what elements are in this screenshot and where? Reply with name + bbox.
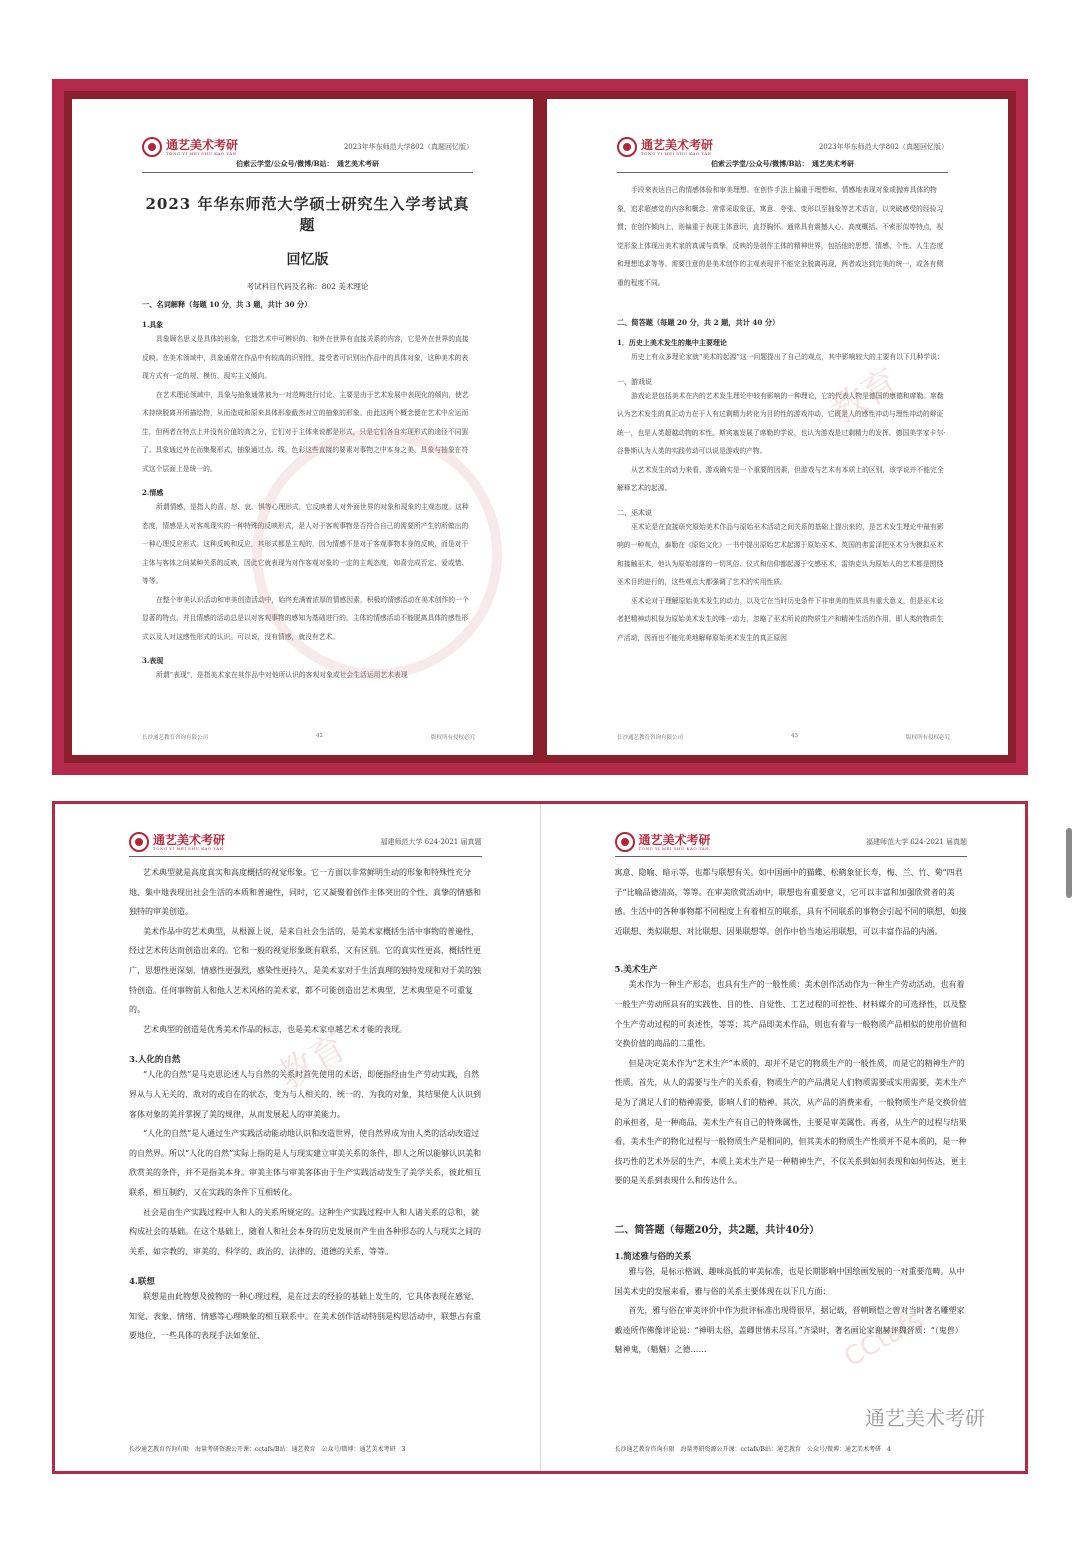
brand-name: 通艺美术考研 bbox=[166, 137, 239, 152]
brand-logo-icon bbox=[615, 832, 635, 852]
top-spread-inner bbox=[64, 91, 1016, 763]
paragraph: 在艺术理论领域中，具象与抽象通常被为一对范畴进行讨论，主要是由于艺术发展中表现化的倾向，使艺术持续脱离开所描绘物，从而造成和原来具体形象截然对立的抽象的形象。由此这两个概念便在艺术中应运而生，但两者在特点上并没有价值的高之分，它们对于主体来说都是形式，只是它们各自实现形式的途径不同罢了。具象通过外在而集聚形式，抽象通过点、线、色彩这些直接的要素对事物之中本身之美，具象与抽象在符式这个层面上是统一的。 bbox=[142, 390, 469, 473]
paragraph: 巫术论对于理解原始美术发生的动力，以及它在当时历史条件下非审美的性质具有重大意义，但是巫术论者把精神动机视为原始美术发生的唯一动力，忽略了巫术所说的物质生产和精神生活的作用，即人类的物质生产活动，因而也不能完美地解释原始美术发生的真正原因 bbox=[617, 596, 944, 642]
header-rule bbox=[615, 856, 968, 857]
footer-page-number: 43 bbox=[791, 733, 798, 739]
sub-heading: 一、游戏说 bbox=[617, 377, 652, 386]
brand-name: 通艺美术考研 bbox=[153, 832, 226, 847]
paragraph: 首先，雅与俗在审美评价中作为批评标准出现得很早，据记载，晋朝顾恺之曾对当时著名雕塑家戴逵所作佛像评论说：“神明太俗，盖卿世情未尽耳。”齐梁时，著名画论家谢赫评魏晋质：“（鬼兽）魅神鬼，（魁魅）之德…… bbox=[614, 1306, 965, 1355]
paragraph: 艺术典型的创造是优秀美术作品的标志，也是美术家卓越艺术才能的表现。 bbox=[143, 1024, 407, 1034]
paragraph: 在整个审美认识活动和审美创造活动中，始终充满着浓厚的情感因素，积极的情感活动在美术创作的一个显著的特点，并且情感的活动总是以对客观事物的感知为基础进行的，主体的情感活动不能脱离具体的感性形式以及人对这感性形式的认识。可以说，没有情感，就没有艺术。 bbox=[142, 595, 469, 641]
paragraph: 历史上有众多理论家就“美术的起源”这一问题提出了自己的观点，其中影响较大的主要有以下几种学说： bbox=[631, 353, 944, 361]
exam-subject: 考试科目代码及名称：802 美术理论 bbox=[246, 282, 369, 291]
term-heading: 5.美术生产 bbox=[614, 965, 658, 976]
paragraph: 艺术典型就是高度真实和高度概括的视觉形象。它一方面以非常鲜明生动的形象和特殊性充分地、集中地表现出社会生活的本质和普遍性，同时，它又凝聚着创作主体突出的个性、真挚的情感和独特的审美创造。 bbox=[129, 868, 481, 917]
footer-company: 长沙通艺教育咨询有限公司 bbox=[142, 735, 209, 741]
brand-sub: TONG YI MEI SHU KAO YAN bbox=[641, 150, 712, 156]
paragraph: 所谓情感，是指人的喜、怒、哀、惧等心理形式，它反映着人对外面世界的对象和现象的主观态度。这种态度，情感是人对客观现实的一种特殊的反映形式，是人对于客观事物是否符合自己的需要所产生的所做出的一种心理反应形式。这种反映和反应，其形式都是主观的，因为情感不是对于客观事物本身的反映，而是对于主体与客体之间某种关系的反映，因此它就表现为对作客观对象的一定的主观态度，如喜完成否定、爱或惜、等等。 bbox=[142, 503, 469, 585]
header-exam-label: 2023年华东师范大学802（真题回忆版） bbox=[818, 143, 948, 151]
footer-company: 长沙通艺教育咨询有限公司 bbox=[617, 735, 684, 741]
header-rule bbox=[129, 856, 482, 857]
term-heading: 1.具象 bbox=[142, 320, 164, 329]
section-heading: 二、简答题（每题20分，共2题，共计40分） bbox=[614, 1224, 820, 1236]
paragraph: 寓意、隐喻、暗示等，也都与联想有关。如中国画中的猫蝶、松鹤象征长寿，梅、兰、竹、菊“四君子”比喻品德清高，等等。在审美欣赏活动中，联想也有重要意义，它可以丰富和加强欣赏者的美感。生活中的各种事物都不同程度上有着相互的联系，具有不同联系的事物会引起不同的联想，如接近联想、类似联想、对比联想、因果联想等。创作中恰当地运用联想，可以丰富作品的内涵。 bbox=[614, 868, 967, 936]
page-4 bbox=[541, 804, 1026, 1471]
paragraph: 具象顾名思义是具体的形象，它指艺术中可辨识的、和外在世界有直接关系的内容，它是外在世界的直接反映。在美术领域中，具象通常在作品中有较高的识别性，接受者可识别出作品中的具体对象，这种美术的表现方式有一定的规、模仿、现实主义倾向。 bbox=[142, 335, 469, 380]
section-heading: 一、名词解释（每题 10 分，共 3 题，共计 30 分） bbox=[142, 300, 312, 309]
brand-logo-icon bbox=[617, 137, 637, 157]
page-footer bbox=[617, 733, 950, 741]
brand-sub: TONG YI MEI SHU KAO YAN bbox=[153, 845, 224, 851]
page-footer bbox=[615, 1444, 968, 1453]
brand-logo-icon bbox=[142, 137, 162, 157]
paragraph: 社会是由生产实践过程中人和人的关系所规定的。这种生产实践过程中人和人诸关系的总和，就构成社会的基础。在这个基础上，随着人和社会本身的历史发展而产生由各种形态的人与现实之间的关系，如宗教的、审美的、科学的、政治的、法律的、道德的关系，等等。 bbox=[129, 1207, 481, 1256]
header-exam-label: 2023年华东师范大学802（真题回忆版） bbox=[343, 143, 473, 151]
page-header bbox=[129, 832, 482, 852]
exam-subtitle: 回忆版 bbox=[286, 252, 329, 268]
term-heading: 3.表现 bbox=[142, 656, 164, 665]
paragraph: 巫术论是在直接研究原始美术作品与原始巫术活动之间关系的基础上提出来的，是艺术发生理论中最有影响的一种观点，泰勒在《原始文化》一书中提出原始艺术起源于原始巫术。英国的弗雷泽把巫术分为模拟巫术和接触巫术，他认为原始部落的一切风俗、仪式和信仰都起源于交感巫术，雷纳克认为原始人的艺术都是围绕巫术目的进行的，这些观点大都强调了艺术的实用性质。 bbox=[617, 522, 944, 586]
paragraph: 美术作品中的艺术典型，从根源上说，是来自社会生活的，是美术家概括生活中事物的普遍性，经过艺术传达而创造出来的。它和一般的视觉形象既有联系，又有区别。它的真实性更高，概括性更广，思想性更深刻，情感性更强烈，感染性更持久，是美术家对于生活真理的独特发现和对于美的独特创造。任何事物前人和他人艺术风格的美术家，都不可能创造出艺术典型，艺术典型是不可重复的。 bbox=[129, 926, 481, 1015]
footer-page-number: 42 bbox=[316, 733, 323, 739]
paragraph: 从艺术发生的动力来看，游戏确实是一个重要的因素，但游戏与艺术有本质上的区别，该学说并不能完全解释艺术的起源。 bbox=[617, 465, 944, 492]
section-heading: 二、简答题（每题 20 分，共 2 题，共计 40 分） bbox=[617, 318, 780, 327]
term-heading: 3.人化的自然 bbox=[129, 1055, 181, 1066]
page-42 bbox=[72, 99, 533, 755]
text-watermark: 教育 bbox=[823, 361, 906, 433]
brand-logo bbox=[142, 137, 238, 157]
term-heading: 2.情感 bbox=[142, 488, 164, 497]
paragraph: 但是决定美术作为“艺术生产”本质的，却并不是它的物质生产的一般性质，而是它的精神生产的性质。首先，从人的需要与生产的关系看，物质生产的产品满足人们物质需要或实用需要，美术生产是为了满足人们的精神需要，影响人们的精神。其次，从产品的消费来看，一般物质生产是交换价值的承担者，是一种商品，美术生产有自己的特殊属性，主要是审美属性。再者，从生产的过程与结果看，美术生产的物化过程与一般物质生产是相同的，但其美术的物质生产性质并不是本质的，是一种技巧性的艺术外层的生产，本质上美术生产是一种精神生产，不仅关系到如何表现和如何传达，更主要的是关系到表现什么和传达什么。 bbox=[614, 1058, 967, 1186]
page-header bbox=[617, 137, 948, 157]
corner-watermark: 通艺美术考研 bbox=[865, 1406, 985, 1430]
brand-name: 通艺美术考研 bbox=[641, 137, 714, 152]
footer-copyright: 版权所有侵权必究 bbox=[430, 735, 475, 741]
page-header bbox=[142, 137, 473, 157]
page-footer bbox=[142, 733, 475, 741]
footer-text: 长沙通艺教育咨询有限 海量考研资源公开课：cctafs/B站：通艺教育 公众号/微博：通艺美术考研 4 bbox=[614, 1446, 891, 1453]
footer-text: 长沙通艺教育咨询有限 海量考研资源公开课：cctafs/B站：通艺教育 公众号/微博：通艺美术考研 3 bbox=[129, 1446, 406, 1453]
page-3 bbox=[55, 804, 540, 1471]
footer-copyright: 版权所有侵权必究 bbox=[905, 735, 950, 741]
paragraph: 所谓“表现”，是指美术家在其作品中对他所认识的客观对象或社会生活运用艺术表现 bbox=[156, 671, 408, 679]
sub-heading: 二、巫术说 bbox=[617, 508, 652, 517]
brand-sub: TONG YI MEI SHU KAO YAN bbox=[638, 845, 710, 851]
bottom-spread-frame bbox=[52, 801, 1028, 1474]
term-heading: 1.简述雅与俗的关系 bbox=[614, 1251, 692, 1262]
text-watermark: 教育 bbox=[271, 1026, 354, 1098]
paragraph: “人化的自然”是马克思论述人与自然的关系时首先使用的术语，即便指经由生产劳动实践，自然界从与人无关的、敌对的或自在的状态，变为与人相关的、统一的、为我的对象，其结果使人认识到客体对象的美并掌握了美的规律，从而发展起人的审美能力。 bbox=[129, 1070, 481, 1119]
exam-title: 2023 年华东师范大学硕士研究生入学考试真题 bbox=[145, 195, 470, 234]
brand-logo-icon bbox=[129, 832, 149, 852]
subheader: 伯索云学堂/公众号/微博/B站： 通艺美术考研 bbox=[617, 159, 948, 173]
header-exam-label: 福建师范大学 624-2021 届真题 bbox=[380, 838, 482, 846]
term-heading: 1．历史上美术发生的集中主要理论 bbox=[617, 338, 727, 347]
scrollbar-thumb[interactable] bbox=[1066, 828, 1072, 898]
paragraph: “人化的自然”是人通过生产实践活动能动地认识和改造世界，使自然界成为由人类的活动改造过的自然界。所以“人化的自然”实际上指的是人与现实建立审美关系的条件，即人之所以能够认识美和欣赏美的条件，并不是指美本身。审美主体与审美客体由于生产实践活动发生了美学关系，彼此相互联系，相互制约，又在实践的条件下互相转化。 bbox=[129, 1129, 482, 1197]
paragraph: 雅与俗，是标示格调、趣味高低的审美标准，也是长期影响中国绘画发展的一对重要范畴。从中国美术史的发展来看，雅与俗的关系主要体现在以下几方面： bbox=[614, 1266, 965, 1296]
brand-logo bbox=[615, 832, 711, 852]
header-exam-label: 福建师范大学 624-2021 届真题 bbox=[866, 838, 967, 846]
page-footer bbox=[129, 1444, 482, 1453]
term-heading: 4.联想 bbox=[129, 1277, 155, 1288]
paragraph: 游戏论是包括美术在内的艺术发生理论中较有影响的一种理论，它的代表人物是德国的康德和席勒。席勒认为艺术发生的真正动力在于人有过剩精力转化为目的性的游戏冲动，它既是人的感性冲动与理性冲动的辩证统一，也是人类超越动物的本性。斯宾塞发展了席勒的学说，也认为游戏是过剩精力的发挥。德国美学家卡尔·谷鲁斯认为人类的实践劳动可以说是游戏的产物。 bbox=[617, 391, 946, 455]
paragraph: 联想是由此物想及彼物的一种心理过程，是在过去的经验的基础上发生的，它具体表现在感觉、知觉、表象、情绪、情感等心理映象的相互联系中。在美术创作活动特别是构思活动中，联想占有重要地位，一些具体的表现手法如象征、 bbox=[129, 1292, 481, 1341]
top-spread-frame bbox=[52, 79, 1028, 775]
brand-logo bbox=[129, 832, 225, 852]
paragraph: 手段来表达自己的情感体验和审美理想。在创作手法上偏重于理想和、情感地表现对象或抛弃具体的物象，追求超感觉的内容和概念。常常采取象征、寓意、夸张、变形以至抽象等艺术语言，以突破感受的经验习惯；在创作倾向上，则偏重于表现主体意识，直抒胸怀。通常具有震撼人心、高度概括、不索形似等特点，视觉形象上体现出美术家的真诚与真挚，反映的是创作主体的精神世界，包括他的思想、情感、个性、人生态度和理想追求等等。需要注意的是美术创作的主观表现并不能完全脱离再现，两者或达到完美的统一，或各有侧重的程度不同。 bbox=[617, 186, 944, 287]
brand-sub: TONG YI MEI SHU KAO YAN bbox=[166, 150, 237, 156]
text-watermark-latin: CCtafs bbox=[838, 1304, 928, 1374]
page-43 bbox=[547, 99, 1008, 755]
brand-logo bbox=[617, 137, 713, 157]
brand-name: 通艺美术考研 bbox=[638, 832, 711, 847]
paragraph: 美术作为一种生产形态，也具有生产的一般性质：美术创作活动作为一种生产劳动活动，也有着一般生产劳动所具有的实践性、目的性、自觉性、工艺过程的可控性、材料媒介的可选择性，以及整个生产劳动过程的可表述性，等等；其产品即美术作品，则也有着与一般物质产品相似的使用价值和交换价值的商品的二重性。 bbox=[614, 980, 967, 1049]
subheader: 伯索云学堂/公众号/微博/B站： 通艺美术考研 bbox=[142, 159, 473, 173]
page-header bbox=[615, 832, 968, 852]
